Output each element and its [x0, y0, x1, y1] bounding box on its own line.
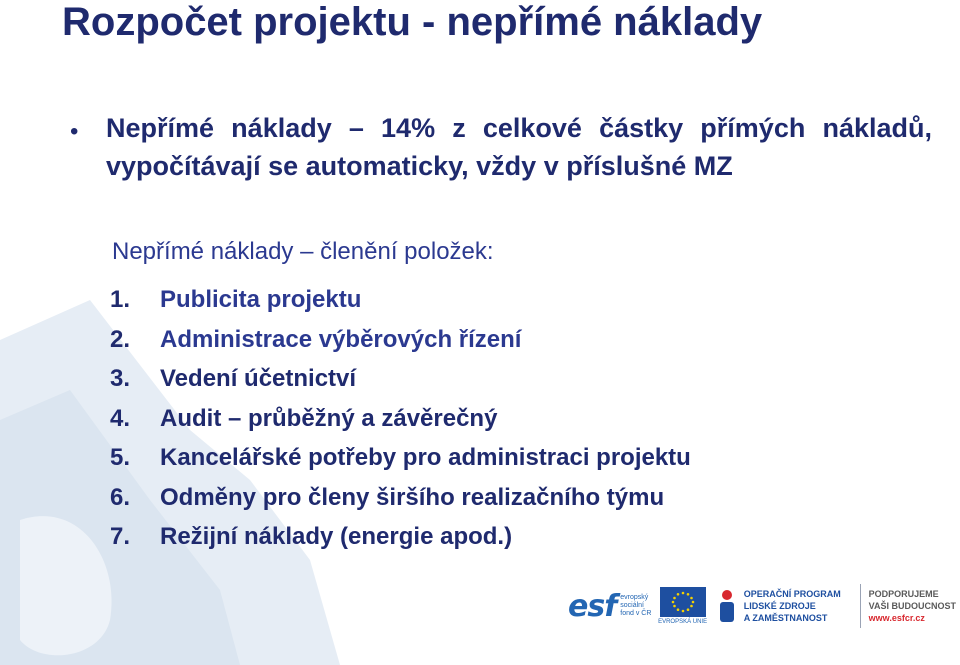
item-text: Administrace výběrových řízení [160, 325, 522, 353]
list-item [110, 280, 691, 320]
item-text: Odměny pro členy širšího realizačního týmu [160, 483, 665, 511]
item-number: 1. [110, 286, 131, 313]
item-number: 6. [110, 483, 131, 511]
esf-logo-mark: esf [568, 588, 617, 624]
item-text: Publicita projektu [160, 286, 362, 313]
list-item [110, 438, 691, 478]
eu-flag-icon [660, 587, 706, 617]
sponsor-logo-bar [568, 582, 956, 630]
list-item [110, 399, 691, 439]
list-item [110, 320, 691, 360]
list-item [110, 478, 691, 518]
support-slogan: PODPORUJEME VAŠI BUDOUCNOST www.esfcr.cz [868, 589, 957, 623]
item-text: Kancelářské potřeby pro administraci projektu [160, 444, 691, 471]
item-text: Vedení účetnictví [160, 365, 357, 392]
list-item [110, 517, 691, 557]
item-text: Režijní náklady (energie apod.) [160, 523, 513, 550]
esf-url: www.esfcr.cz [868, 613, 925, 623]
bullet-marker: • [70, 118, 79, 145]
eu-label: EVROPSKÁ UNIE [658, 619, 708, 625]
item-number: 3. [110, 365, 131, 392]
cost-item-list [110, 280, 691, 557]
esf-logo-text: evropský sociální fond v ČR [620, 594, 652, 617]
item-number: 4. [110, 404, 131, 432]
list-item [110, 359, 691, 399]
slide-title: Rozpočet projektu - nepřímé náklady [62, 0, 763, 44]
esf-logo [568, 589, 655, 624]
item-number: 7. [110, 523, 131, 550]
op-lzz-logo [716, 588, 852, 624]
logo-divider [860, 584, 861, 628]
item-number: 5. [110, 444, 131, 471]
item-number: 2. [110, 325, 131, 353]
lead-paragraph: Nepřímé náklady – 14% z celkové částky přímých nákladů, vypočítávají se automaticky, vždy v příslušné MZ [106, 113, 932, 181]
item-text: Audit – průběžný a závěrečný [160, 404, 498, 432]
subheading: Nepřímé náklady – členění položek: [112, 238, 494, 265]
op-person-icon [716, 589, 738, 623]
eu-logo [655, 587, 709, 625]
op-logo-text: OPERAČNÍ PROGRAM LIDSKÉ ZDROJE A ZAMĚSTNANOST [743, 589, 841, 623]
